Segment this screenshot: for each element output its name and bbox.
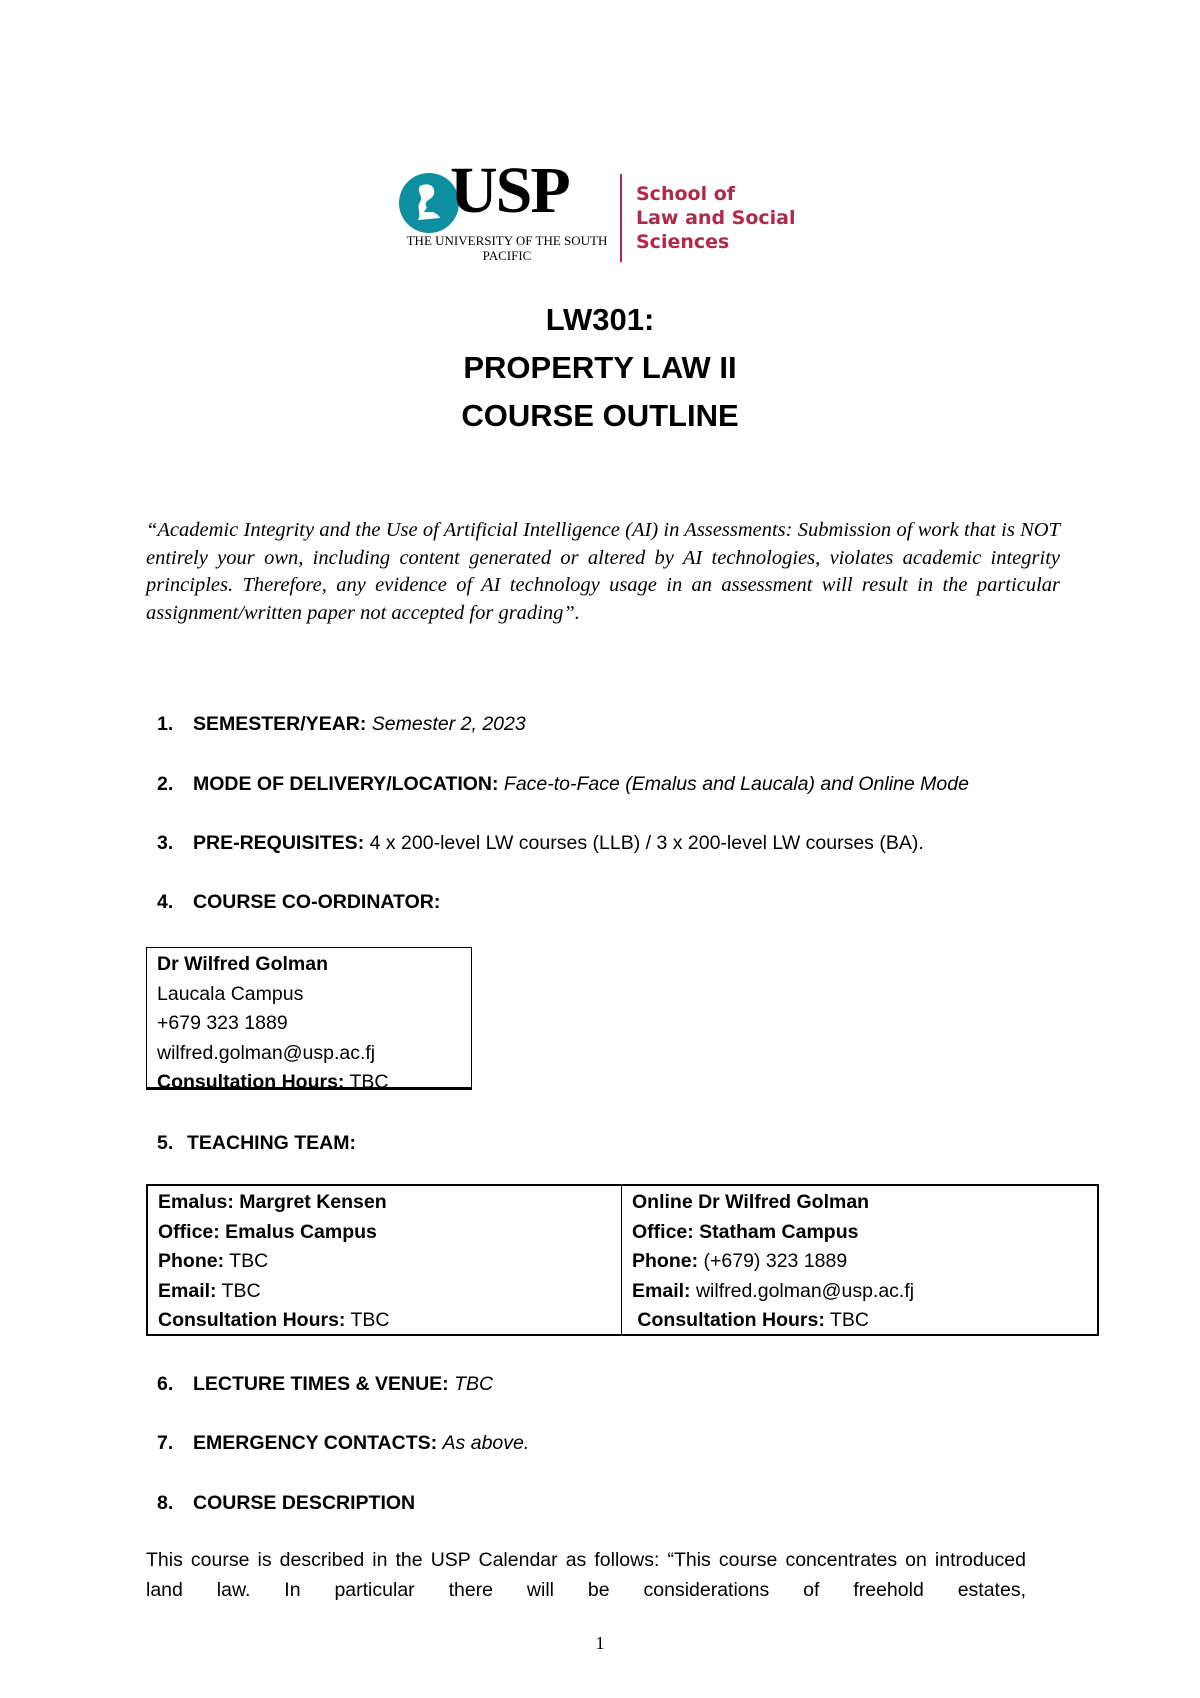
- school-name: [636, 182, 796, 254]
- item-label: SEMESTER/YEAR:: [193, 713, 367, 735]
- school-line-2: Law and Social: [636, 207, 796, 229]
- document-title: [0, 296, 1200, 440]
- team-member-online: Online Dr Wilfred Golman Office: Statham Campus Phone: (+679) 323 1889 Email: wilfred.golman@usp.ac.fj Consultation Hours: TBC: [632, 1191, 915, 1331]
- item-teaching-team: 5. TEACHING TEAM:: [157, 1132, 356, 1154]
- online-email[interactable]: wilfred.golman@usp.ac.fj: [695, 1279, 915, 1302]
- item-value: TBC: [454, 1373, 494, 1395]
- item-value: As above.: [442, 1432, 530, 1454]
- school-line-3: Sciences: [636, 231, 730, 253]
- item-label: PRE-REQUISITES:: [193, 832, 365, 854]
- team-member-emalus: Emalus: Margret Kensen Office: Emalus Campus Phone: TBC Email: TBC Consultation Hours: TBC: [148, 1186, 622, 1334]
- coordinator-box: [146, 947, 472, 1093]
- usp-logo: [398, 154, 818, 268]
- teaching-team-table: [146, 1184, 1099, 1336]
- logo-divider: [620, 174, 622, 262]
- item-value: Face-to-Face (Emalus and Laucala) and Online Mode: [503, 773, 969, 795]
- page-number: 1: [595, 1633, 605, 1653]
- item-label: TEACHING TEAM:: [187, 1132, 356, 1154]
- course-description: This course is described in the USP Calendar as follows: “This course concentrates on introduced land law. In particular there will be considerations of freehold estates,: [146, 1549, 1026, 1601]
- item-description: 8. COURSE DESCRIPTION: [157, 1492, 416, 1514]
- coordinator-campus: Laucala Campus: [157, 982, 304, 1005]
- school-line-1: School of: [636, 183, 736, 205]
- coordinator-name: Dr Wilfred Golman: [157, 953, 329, 975]
- usp-wordmark: USP: [450, 154, 569, 227]
- course-name: PROPERTY LAW II: [463, 350, 737, 385]
- coordinator-phone: +679 323 1889: [157, 1012, 288, 1034]
- item-coordinator: 4. COURSE CO-ORDINATOR:: [157, 891, 441, 913]
- item-value: Semester 2, 2023: [371, 713, 526, 735]
- item-label: EMERGENCY CONTACTS:: [193, 1432, 438, 1454]
- university-name: THE UNIVERSITY OF THE SOUTH PACIFIC: [406, 233, 608, 263]
- course-code: LW301:: [545, 302, 655, 337]
- item-value: 4 x 200-level LW courses (LLB) / 3 x 200-level LW courses (BA).: [369, 832, 924, 854]
- item-emergency: 7. EMERGENCY CONTACTS: As above.: [157, 1432, 530, 1454]
- item-prerequisites: 3. PRE-REQUISITES: 4 x 200-level LW courses (LLB) / 3 x 200-level LW courses (BA).: [157, 832, 924, 854]
- item-label: COURSE CO-ORDINATOR:: [193, 891, 441, 913]
- item-delivery: 2. MODE OF DELIVERY/LOCATION: Face-to-Face (Emalus and Laucala) and Online Mode: [157, 773, 969, 795]
- item-label: LECTURE TIMES & VENUE:: [193, 1373, 449, 1395]
- document-type: COURSE OUTLINE: [461, 398, 739, 433]
- coordinator-email[interactable]: wilfred.golman@usp.ac.fj: [157, 1041, 376, 1064]
- integrity-notice: “Academic Integrity and the Use of Artificial Intelligence (AI) in Assessments: Submission of work that is NOT entirely your own, including content generated or altered by AI technologies, violates academic integrity principles. Therefore, any evidence of AI technology usage in an assessment will result in the particular assignment/written paper not accepted for grading”.: [146, 519, 1060, 624]
- coordinator-hours: Consultation Hours: TBC: [157, 1071, 389, 1093]
- item-label: COURSE DESCRIPTION: [193, 1492, 416, 1514]
- item-label: MODE OF DELIVERY/LOCATION:: [193, 773, 499, 795]
- item-semester: 1. SEMESTER/YEAR: Semester 2, 2023: [157, 713, 526, 735]
- item-lecture: 6. LECTURE TIMES & VENUE: TBC: [157, 1373, 494, 1395]
